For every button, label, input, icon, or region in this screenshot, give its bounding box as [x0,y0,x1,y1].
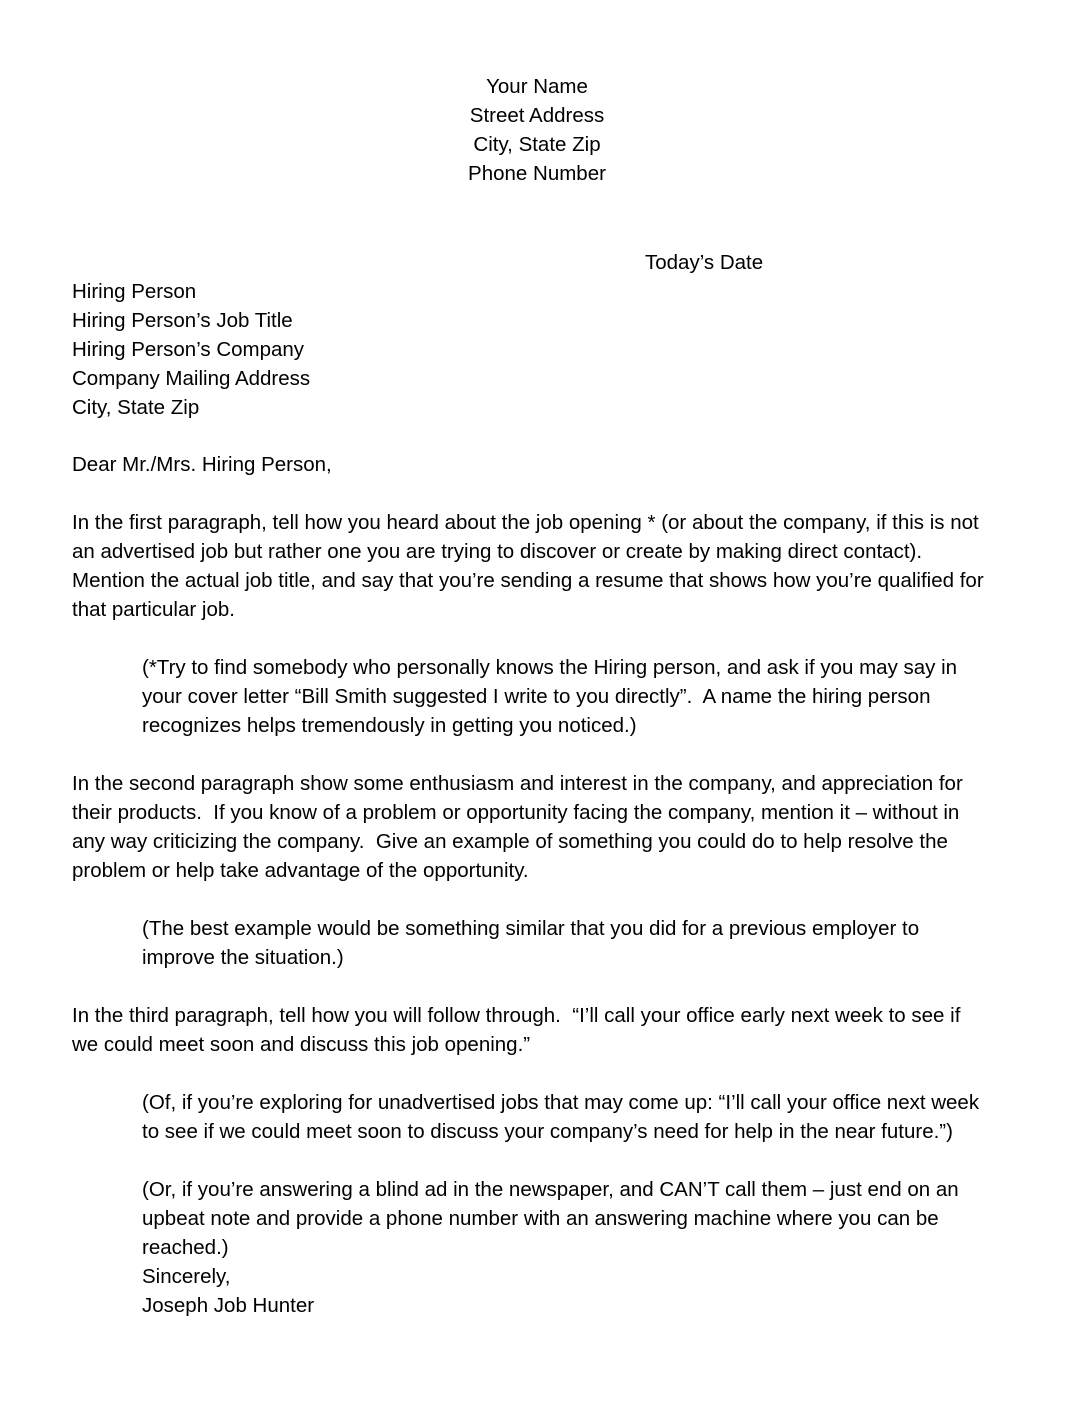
recipient-city-state-zip: City, State Zip [72,396,200,419]
sender-street-address: Street Address [469,104,605,127]
recipient-company: Hiring Person’s Company [72,338,305,361]
body-paragraph-3: In the third paragraph, tell how you will follow through. “I’ll call your office early next week to see if we could meet soon and discuss this job opening.” [72,1004,967,1056]
recipient-mailing-address: Company Mailing Address [72,367,311,390]
recipient-address-block [72,277,1002,422]
body-paragraph-2: In the second paragraph show some enthusiasm and interest in the company, and appreciation for their products. If you know of a problem or opportunity facing the company, mention it – without in any way criticizing the company. Give an example of something you could do to help resolve the problem or help take advantage of the opportunity. [72,772,969,882]
recipient-job-title: Hiring Person’s Job Title [72,309,293,332]
body-note-4: (Or, if you’re answering a blind ad in the newspaper, and CAN’T call them – just end on an upbeat note and provide a phone number with an answering machine where you can be reached.) [142,1178,965,1259]
body-paragraph-1: In the first paragraph, tell how you heard about the job opening * (or about the company, if this is not an advertised job but rather one you are trying to discover or create by making direct contact). Mention the actual job title, and say that you’re sending a resume that shows how you’re qualified for that particular job. [72,511,990,621]
recipient-name: Hiring Person [72,280,197,303]
closing-valediction: Sincerely, [142,1265,231,1288]
date-line: Today’s Date [645,251,764,274]
closing-signature-name: Joseph Job Hunter [142,1294,315,1317]
sender-name: Your Name [486,75,588,98]
body-note-3: (Of, if you’re exploring for unadvertised jobs that may come up: “I’ll call your office next week to see if we could meet soon to discuss your company’s need for help in the near future.”) [142,1091,985,1143]
salutation-line: Dear Mr./Mrs. Hiring Person, [72,453,332,476]
body-note-2: (The best example would be something similar that you did for a previous employer to improve the situation.) [142,917,925,969]
body-note-1: (*Try to find somebody who personally knows the Hiring person, and ask if you may say in your cover letter “Bill Smith suggested I write to you directly”. A name the hiring person recognizes helps tremendously in getting you noticed.) [142,656,963,737]
letter-body [72,450,992,1320]
sender-city-state-zip: City, State Zip [473,133,601,156]
sender-address-block [0,72,1074,188]
sender-phone-number: Phone Number [468,162,606,185]
